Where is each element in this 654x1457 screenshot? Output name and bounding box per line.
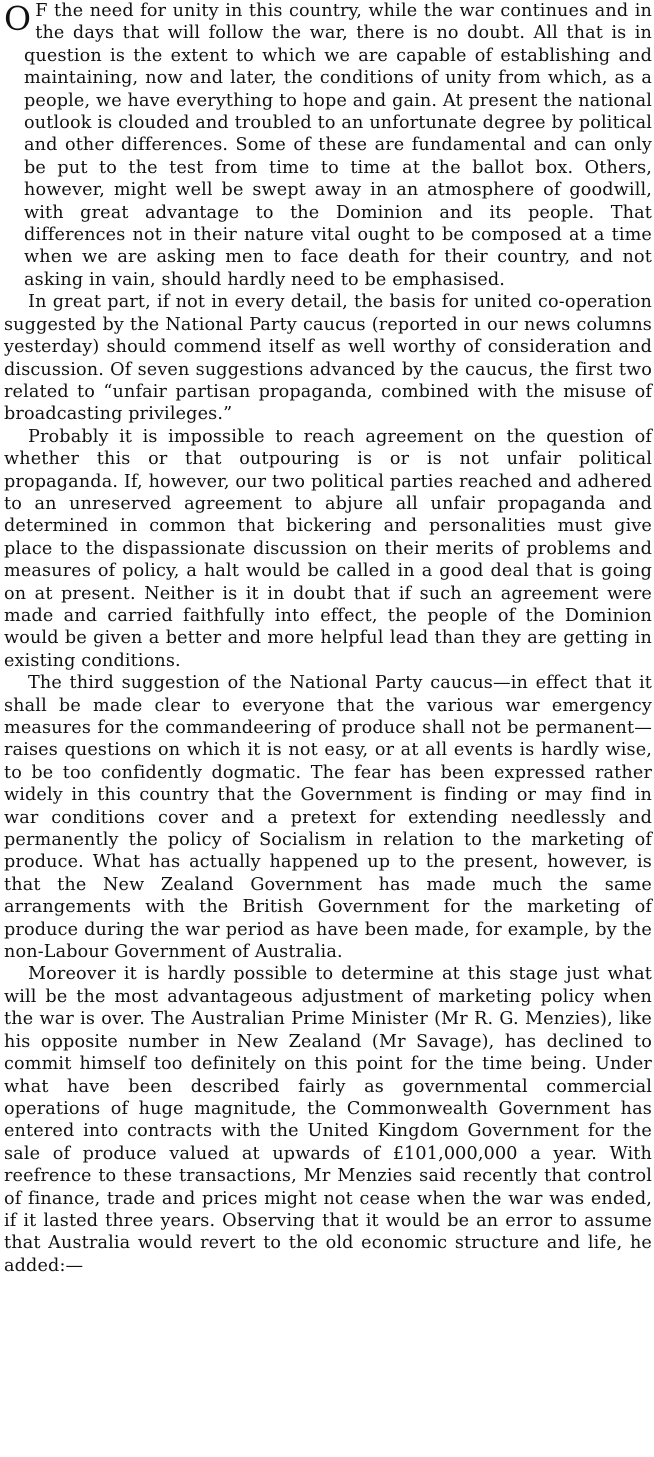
paragraph-5: Moreover it is hardly possible to determine at this stage just what will be the most advantageous adjustment of marketing policy when the war is over. The Australian Prime Minister (Mr R. G. Menzies), like his opposite number in New Zealand (Mr Savage), has declined to commit himself too definitely on this point for the time being. Under what have been described fairly as governmental commercial operations of huge magnitude, the Commonwealth Government has entered into contracts with the United Kingdom Government for the sale of produce valued at upwards of £101,000,000 a year. With reefrence to these transactions, Mr Menzies said recently that control of finance, trade and prices might not cease when the war was ended, if it lasted three years. Observing that it would be an error to assume that Australia would revert to the old economic structure and life, he added:— xyxy=(4,964,652,1276)
drop-cap: O xyxy=(4,0,32,38)
paragraph-4: The third suggestion of the National Party caucus—in effect that it shall be made clear to everyone that the various war emergency measures for the commandeering of produce shall not be permanent—raises questions on which it is not easy, or at all events is hardly wise, to be too confidently dogmatic. The fear has been expressed rather widely in this country that the Government is finding or may find in war conditions cover and a pretext for extending needlessly and permanently the policy of Socialism in relation to the marketing of produce. What has actually happened up to the present, however, is that the New Zealand Government has made much the same arrangements with the British Government for the marketing of produce during the war period as have been made, for example, by the non-Labour Government of Australia. xyxy=(4,673,652,963)
editorial-article xyxy=(4,0,652,1277)
paragraph-1-text: F the need for unity in this country, while the war continues and in the days that will follow the war, there is no doubt. All that is in question is the extent to which we are capable of establishing and maintaining, now and later, the conditions of unity from which, as a people, we have everything to hope and gain. At present the national outlook is clouded and troubled to an unfortunate degree by political and other differences. Some of these are fundamental and can only be put to the test from time to time at the ballot box. Others, however, might well be swept away in an atmosphere of goodwill, with great advantage to the Dominion and its people. That differences not in their nature vital ought to be composed at a time when we are asking men to face death for their country, and not asking in vain, should hardly need to be emphasised. xyxy=(24,1,652,290)
paragraph-2: In great part, if not in every detail, the basis for united co-operation suggested by the National Party caucus (reported in our news columns yesterday) should commend itself as well worthy of consideration and discussion. Of seven suggestions advanced by the caucus, the first two related to “unfair partisan propaganda, combined with the misuse of broadcasting privileges.” xyxy=(4,292,652,425)
paragraph-3: Probably it is impossible to reach agreement on the question of whether this or that outpouring is or is not unfair political propaganda. If, however, our two political parties reached and adhered to an unreserved agreement to abjure all unfair propaganda and determined in common that bickering and personalities must give place to the dispassionate discussion on their merits of problems and measures of policy, a halt would be called in a good deal that is going on at present. Neither is it in doubt that if such an agreement were made and carried faithfully into effect, the people of the Dominion would be given a better and more helpful lead than they are getting in existing conditions. xyxy=(4,426,652,671)
paragraph-1 xyxy=(4,0,652,291)
